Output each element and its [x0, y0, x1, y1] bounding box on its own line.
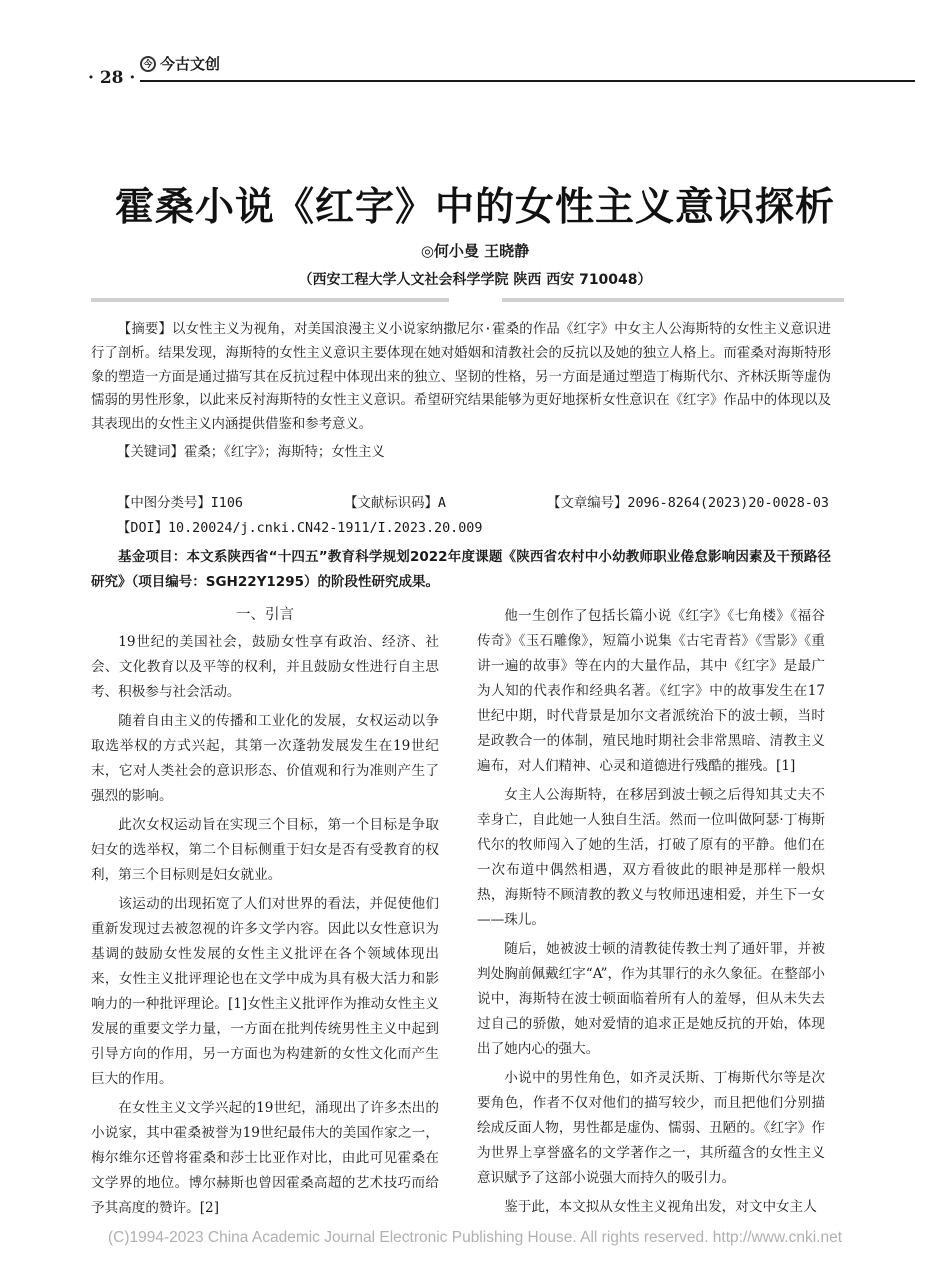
- classification-row: [117, 492, 829, 511]
- section-heading: 一、引言: [236, 607, 294, 623]
- article-id: 【文章编号】2096-8264(2023)20-0028-03: [547, 496, 829, 511]
- clc-number: 【中图分类号】I106: [117, 496, 243, 511]
- page-header: [70, 48, 850, 88]
- abstract-text: 【摘要】以女性主义为视角，对美国浪漫主义小说家纳撒尼尔·霍桑的作品《红字》中女主人公海斯特的女性主义意识进行了剖析。结果发现，海斯特的女性主义意识主要体现在她对婚姻和清教社会的反抗以及她的独立人格上。而霍桑对海斯特形象的塑造一方面是通过描写其在反抗过程中体现出来的独立、坚韧的性格，另一方面是通过塑造丁梅斯代尔、齐林沃斯等虚伪懦弱的男性形象，以此来反衬海斯特的女性主义意识。希望研究结果能够为更好地探析女性意识在《红字》作品中的体现以及其表现出的女性主义内涵提供借鉴和参考意义。: [91, 322, 831, 433]
- divider-right: [502, 298, 844, 302]
- paragraph: 他一生创作了包括长篇小说《红字》《七角楼》《福谷传奇》《玉石雕像》，短篇小说集《古宅青苔》《雪影》《重讲一遍的故事》等在内的大量作品，其中《红字》是最广为人知的代表作和经典名著。《红字》中的故事发生在17世纪中期，时代背景是加尔文者派统治下的波士顿，当时是政教合一的体制，殖民地时期社会非常黑暗、清教主义遍布，对人们精神、心灵和道德进行残酷的摧残。[1]: [477, 608, 825, 774]
- paragraph: 鉴于此，本文拟从女性主义视角出发，对文中女主人: [504, 1199, 817, 1215]
- abstract: [91, 318, 831, 437]
- paragraph: 随着自由主义的传播和工业化的发展，女权运动以争取选举权的方式兴起，其第一次蓬勃发展发生在19世纪末，它对人类社会的意识形态、价值观和行为准则产生了强烈的影响。: [91, 713, 439, 804]
- paragraph: 小说中的男性角色，如齐灵沃斯、丁梅斯代尔等是次要角色，作者不仅对他们的描写较少，而且把他们分别描绘成反面人物，男性都是虚伪、懦弱、丑陋的。《红字》作为世界上享誉盛名的文学著作之一，其所蕴含的女性主义意识赋予了这部小说强大而持久的吸引力。: [477, 1070, 825, 1186]
- article-authors: ◎何小曼 王晓静: [420, 242, 530, 260]
- fund-note: 基金项目：本文系陕西省“十四五”教育科学规划2022年度课题《陕西省农村中小幼教师职业倦怠影响因素及干预路径研究》（项目编号：SGH22Y1295）的阶段性研究成果。: [91, 549, 831, 590]
- paragraph: 随后，她被波士顿的清教徒传教士判了通奸罪，并被判处胸前佩戴红字“A”，作为其罪行的永久象征。在整部小说中，海斯特在波士顿面临着所有人的羞辱，但从未失去过自己的骄傲，她对爱情的追求正是她反抗的开始，体现出了她内心的强大。: [477, 941, 825, 1057]
- page-number: · 28 ·: [88, 68, 136, 88]
- article-title: 霍桑小说《红字》中的女性主义意识探析: [114, 185, 835, 230]
- paragraph: 该运动的出现拓宽了人们对世界的看法，并促使他们重新发现过去被忽视的许多文学内容。因此以女性意识为基调的鼓励女性发展的女性主义批评在各个领域体现出来，女性主义批评理论也在文学中成为具有极大活力和影响力的一种批评理论。[1]女性主义批评作为推动女性主义发展的重要文学力量，一方面在批判传统男性主义中起到引导方向的作用，另一方面也为构建新的女性文化而产生巨大的作用。: [91, 896, 439, 1087]
- article-affiliation: （西安工程大学人文社会科学学院 陕西 西安 710048）: [298, 272, 652, 288]
- left-column: [91, 604, 439, 1225]
- paragraph: 在女性主义文学兴起的19世纪，涌现出了许多杰出的小说家，其中霍桑被誉为19世纪最伟大的美国作家之一，梅尔维尔还曾将霍桑和莎士比亚作对比，由此可见霍桑在文学界的地位。博尔赫斯也曾因霍桑高超的艺术技巧而给予其高度的赞许。[2]: [91, 1100, 439, 1216]
- doi: 【DOI】10.20024/j.cnki.CN42-1911/I.2023.20.009: [117, 521, 483, 536]
- journal-logo-icon: 今: [140, 56, 156, 72]
- journal-title: 今古文创: [160, 55, 221, 73]
- keywords: 【关键词】霍桑；《红字》；海斯特；女性主义: [117, 445, 385, 460]
- paragraph: 女主人公海斯特，在移居到波士顿之后得知其丈夫不幸身亡，自此她一人独自生活。然而一位叫做阿瑟·丁梅斯代尔的牧师闯入了她的生活，打破了原有的平静。他们在一次布道中偶然相遇，双方看彼此的眼神是那样一般炽热，海斯特不顾清教的教义与牧师迅速相爱，并生下一女——珠儿。: [477, 787, 825, 928]
- header-rule: [140, 80, 915, 82]
- document-code: 【文献标识码】A: [344, 496, 446, 511]
- paragraph: 19世纪的美国社会，鼓励女性享有政治、经济、社会、文化教育以及平等的权利，并且鼓励女性进行自主思考、积极参与社会活动。: [91, 634, 439, 700]
- copyright-footer: (C)1994-2023 China Academic Journal Electronic Publishing House. All rights reserved. http://www.cnki.net: [107, 1229, 843, 1246]
- paragraph: 此次女权运动旨在实现三个目标，第一个目标是争取妇女的选举权，第二个目标侧重于妇女是否有受教育的权利，第三个目标则是妇女就业。: [91, 817, 439, 883]
- journal-name: [140, 53, 220, 74]
- divider-left: [91, 298, 449, 302]
- right-column: [477, 604, 825, 1224]
